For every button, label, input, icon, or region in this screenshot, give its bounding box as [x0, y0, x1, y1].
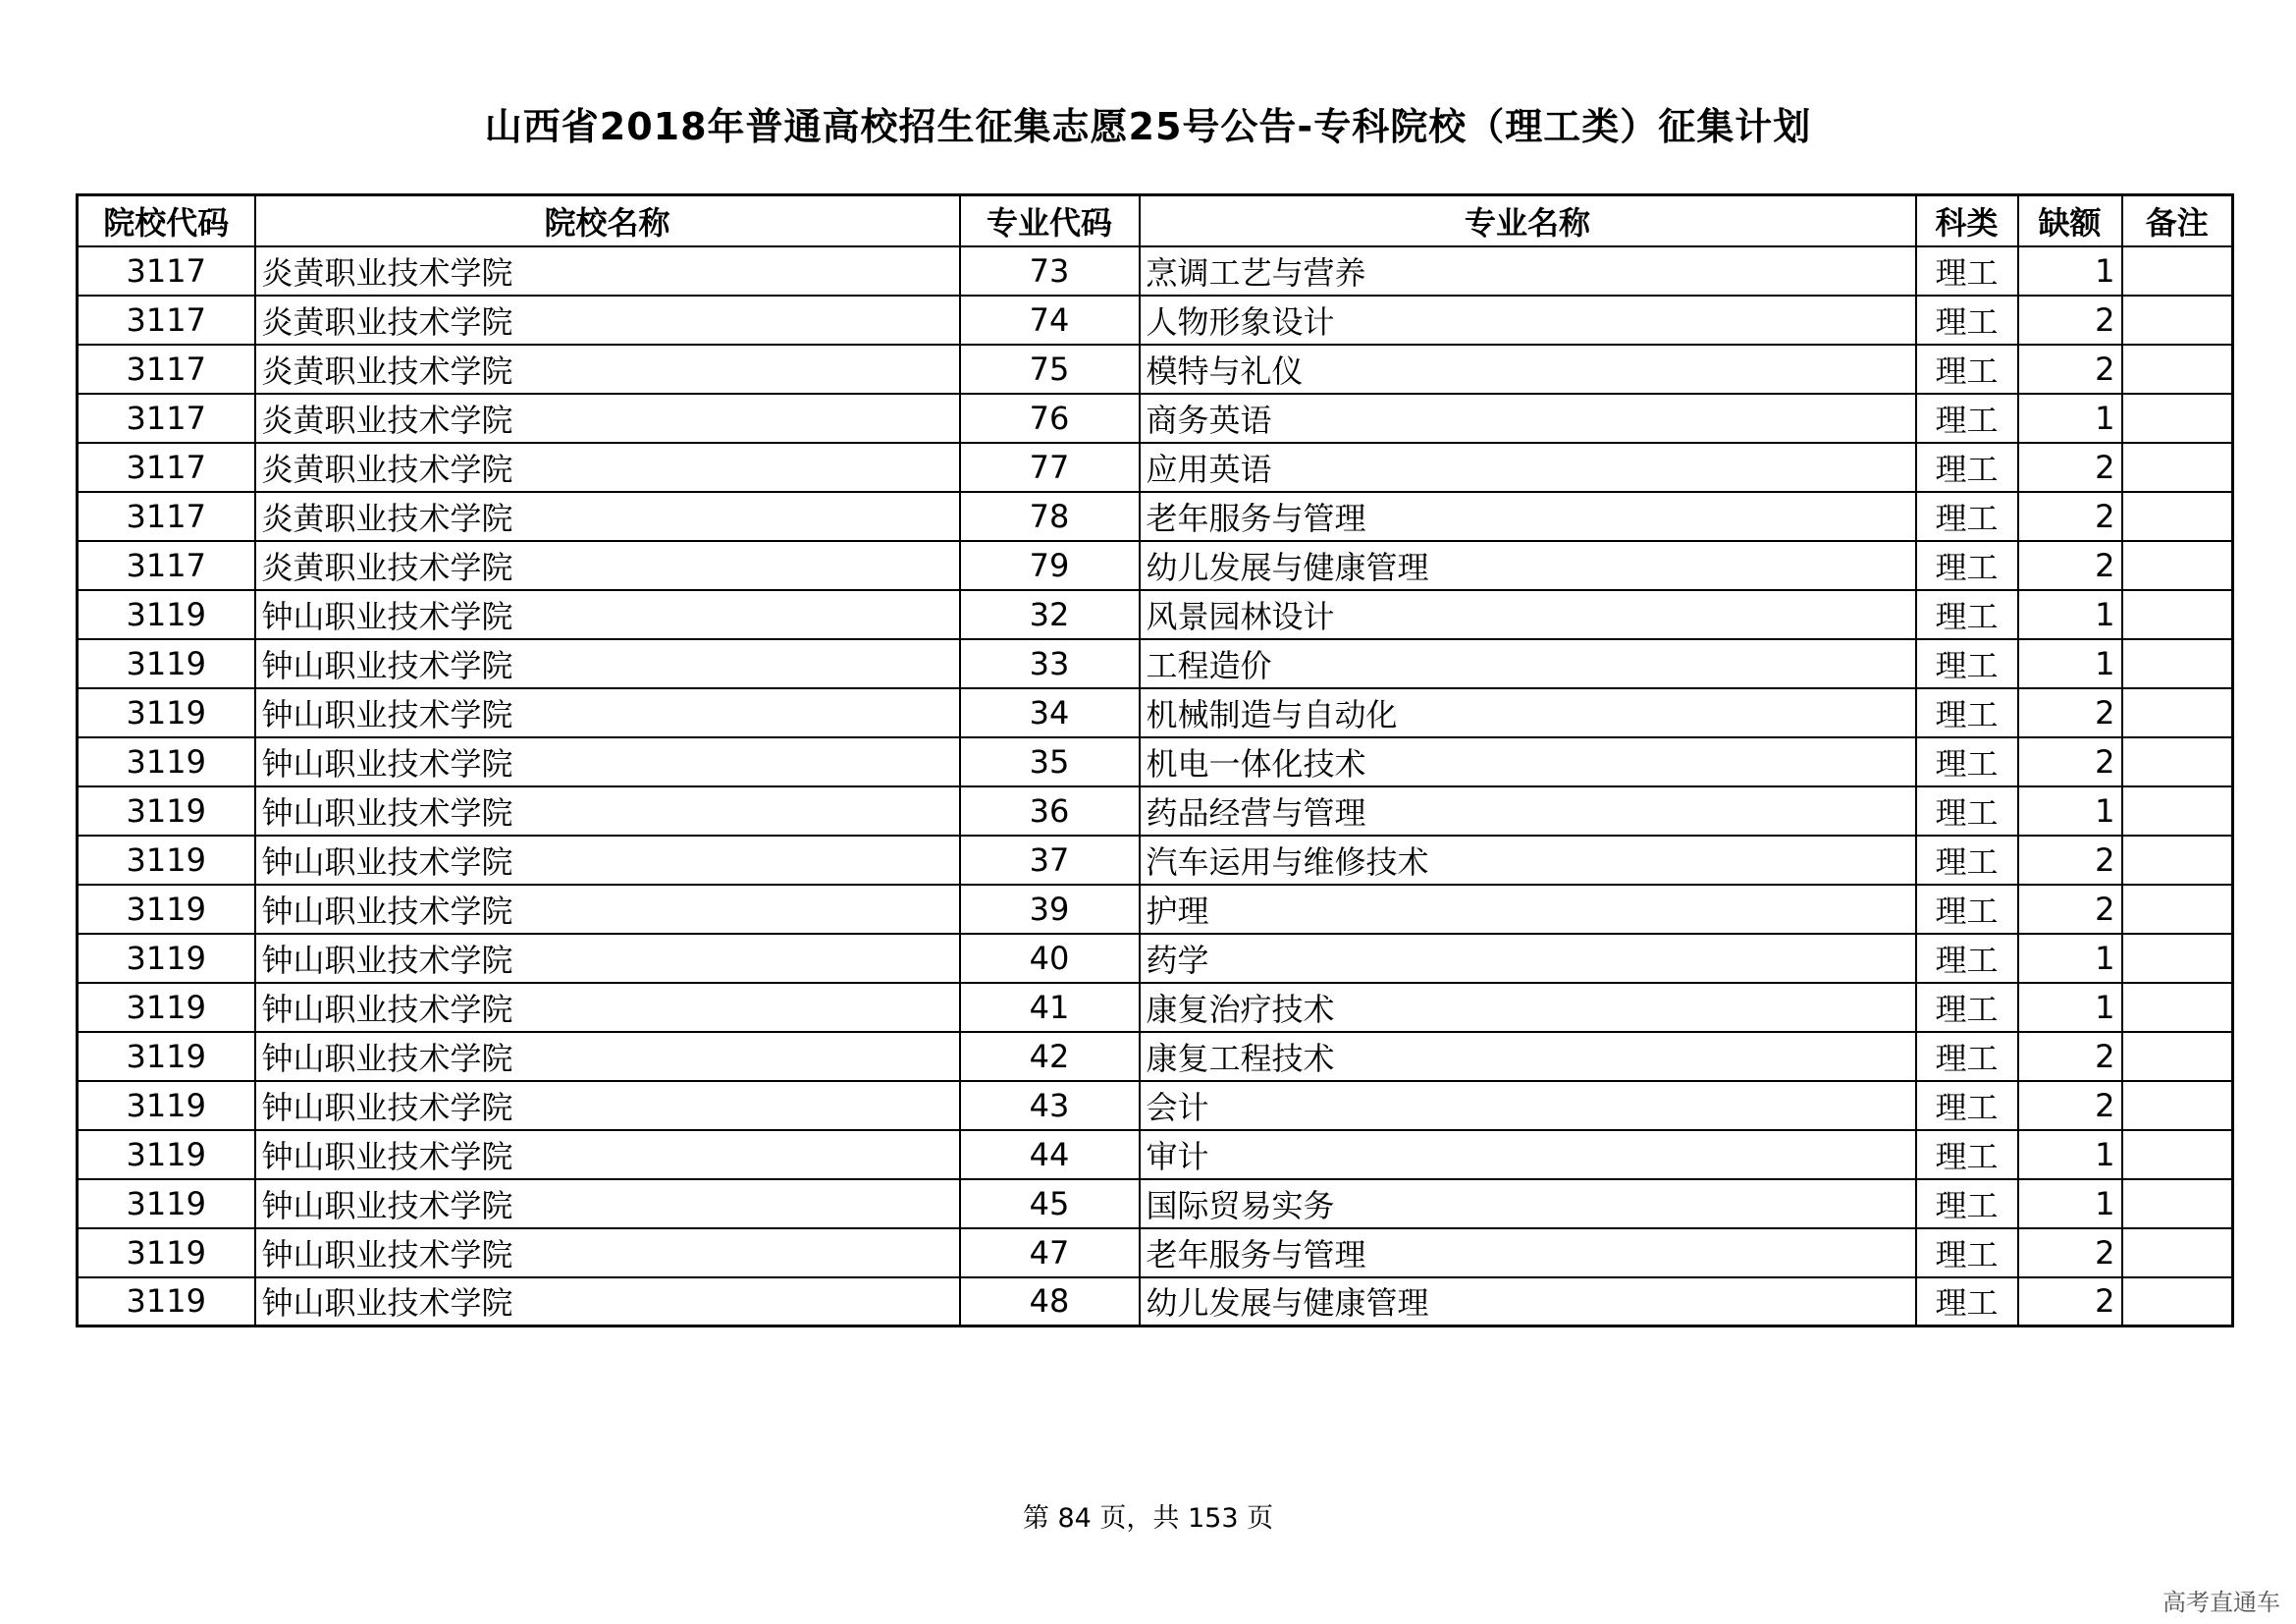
table-row	[78, 885, 2233, 934]
cell-major-code: 45	[960, 1179, 1140, 1228]
cell-major-code: 40	[960, 934, 1140, 983]
cell-category: 理工	[1916, 1228, 2018, 1277]
cell-school-code: 3117	[78, 541, 255, 590]
cell-major-name: 康复治疗技术	[1140, 983, 1916, 1032]
cell-school-code: 3117	[78, 345, 255, 394]
cell-quota: 2	[2018, 345, 2122, 394]
cell-quota: 1	[2018, 639, 2122, 688]
cell-major-code: 39	[960, 885, 1140, 934]
table-row	[78, 296, 2233, 345]
cell-school-name: 钟山职业技术学院	[255, 885, 960, 934]
cell-quota: 1	[2018, 590, 2122, 639]
cell-school-code: 3119	[78, 639, 255, 688]
cell-school-code: 3119	[78, 983, 255, 1032]
cell-category: 理工	[1916, 590, 2018, 639]
cell-category: 理工	[1916, 737, 2018, 786]
cell-note	[2122, 1130, 2233, 1179]
cell-major-code: 43	[960, 1081, 1140, 1130]
cell-quota: 1	[2018, 1179, 2122, 1228]
cell-major-code: 42	[960, 1032, 1140, 1081]
cell-quota: 2	[2018, 737, 2122, 786]
cell-quota: 1	[2018, 934, 2122, 983]
cell-note	[2122, 639, 2233, 688]
cell-major-name: 应用英语	[1140, 443, 1916, 492]
cell-major-name: 汽车运用与维修技术	[1140, 836, 1916, 885]
cell-school-name: 钟山职业技术学院	[255, 1277, 960, 1326]
cell-quota: 2	[2018, 443, 2122, 492]
cell-school-name: 炎黄职业技术学院	[255, 246, 960, 296]
cell-school-code: 3119	[78, 590, 255, 639]
cell-major-name: 老年服务与管理	[1140, 1228, 1916, 1277]
cell-category: 理工	[1916, 786, 2018, 836]
cell-category: 理工	[1916, 296, 2018, 345]
cell-school-code: 3119	[78, 786, 255, 836]
cell-major-code: 36	[960, 786, 1140, 836]
cell-major-name: 幼儿发展与健康管理	[1140, 1277, 1916, 1326]
cell-major-name: 会计	[1140, 1081, 1916, 1130]
cell-note	[2122, 1277, 2233, 1326]
cell-major-code: 47	[960, 1228, 1140, 1277]
page-title: 山西省2018年普通高校招生征集志愿25号公告-专科院校（理工类）征集计划	[484, 105, 1812, 148]
table-row	[78, 1032, 2233, 1081]
cell-major-code: 75	[960, 345, 1140, 394]
cell-school-name: 钟山职业技术学院	[255, 737, 960, 786]
cell-quota: 2	[2018, 296, 2122, 345]
cell-school-code: 3117	[78, 296, 255, 345]
cell-category: 理工	[1916, 1179, 2018, 1228]
cell-category: 理工	[1916, 688, 2018, 737]
cell-major-name: 护理	[1140, 885, 1916, 934]
cell-major-name: 商务英语	[1140, 394, 1916, 443]
cell-school-code: 3119	[78, 1032, 255, 1081]
cell-school-name: 钟山职业技术学院	[255, 688, 960, 737]
cell-school-name: 炎黄职业技术学院	[255, 443, 960, 492]
cell-note	[2122, 1179, 2233, 1228]
cell-major-name: 药学	[1140, 934, 1916, 983]
cell-quota: 1	[2018, 246, 2122, 296]
cell-note	[2122, 541, 2233, 590]
cell-major-name: 机械制造与自动化	[1140, 688, 1916, 737]
cell-school-name: 钟山职业技术学院	[255, 1228, 960, 1277]
cell-major-name: 风景园林设计	[1140, 590, 1916, 639]
cell-quota: 2	[2018, 836, 2122, 885]
cell-note	[2122, 885, 2233, 934]
cell-school-code: 3117	[78, 394, 255, 443]
table-row	[78, 639, 2233, 688]
cell-major-code: 41	[960, 983, 1140, 1032]
cell-major-code: 78	[960, 492, 1140, 541]
cell-note	[2122, 1228, 2233, 1277]
cell-category: 理工	[1916, 541, 2018, 590]
cell-note	[2122, 246, 2233, 296]
cell-major-code: 48	[960, 1277, 1140, 1326]
table-row	[78, 688, 2233, 737]
cell-note	[2122, 1032, 2233, 1081]
cell-school-name: 钟山职业技术学院	[255, 836, 960, 885]
cell-category: 理工	[1916, 1130, 2018, 1179]
cell-school-name: 钟山职业技术学院	[255, 639, 960, 688]
cell-school-code: 3117	[78, 246, 255, 296]
cell-school-name: 炎黄职业技术学院	[255, 345, 960, 394]
cell-major-code: 35	[960, 737, 1140, 786]
cell-quota: 2	[2018, 1277, 2122, 1326]
cell-major-name: 审计	[1140, 1130, 1916, 1179]
cell-school-code: 3119	[78, 737, 255, 786]
cell-school-code: 3119	[78, 688, 255, 737]
cell-school-code: 3119	[78, 1130, 255, 1179]
table-row	[78, 1277, 2233, 1326]
cell-quota: 2	[2018, 492, 2122, 541]
cell-school-code: 3119	[78, 1277, 255, 1326]
cell-school-code: 3117	[78, 492, 255, 541]
cell-school-name: 钟山职业技术学院	[255, 934, 960, 983]
cell-category: 理工	[1916, 345, 2018, 394]
table-row	[78, 786, 2233, 836]
cell-major-name: 机电一体化技术	[1140, 737, 1916, 786]
cell-school-name: 钟山职业技术学院	[255, 983, 960, 1032]
cell-major-name: 老年服务与管理	[1140, 492, 1916, 541]
cell-major-name: 工程造价	[1140, 639, 1916, 688]
cell-category: 理工	[1916, 639, 2018, 688]
page-number: 第 84 页，共 153 页	[1022, 1503, 1274, 1534]
table-row	[78, 1228, 2233, 1277]
cell-note	[2122, 590, 2233, 639]
cell-major-code: 77	[960, 443, 1140, 492]
table-row	[78, 541, 2233, 590]
cell-school-name: 钟山职业技术学院	[255, 590, 960, 639]
header-note: 备注	[2122, 195, 2233, 246]
cell-category: 理工	[1916, 443, 2018, 492]
cell-school-code: 3119	[78, 1081, 255, 1130]
cell-major-code: 34	[960, 688, 1140, 737]
cell-category: 理工	[1916, 492, 2018, 541]
cell-school-name: 钟山职业技术学院	[255, 1032, 960, 1081]
cell-school-name: 炎黄职业技术学院	[255, 541, 960, 590]
cell-school-code: 3119	[78, 934, 255, 983]
cell-major-code: 79	[960, 541, 1140, 590]
cell-note	[2122, 394, 2233, 443]
cell-major-name: 康复工程技术	[1140, 1032, 1916, 1081]
cell-quota: 1	[2018, 786, 2122, 836]
cell-school-code: 3119	[78, 1228, 255, 1277]
cell-school-code: 3119	[78, 836, 255, 885]
table-row	[78, 934, 2233, 983]
cell-category: 理工	[1916, 394, 2018, 443]
header-major-code: 专业代码	[960, 195, 1140, 246]
cell-major-name: 幼儿发展与健康管理	[1140, 541, 1916, 590]
cell-category: 理工	[1916, 1032, 2018, 1081]
cell-major-code: 37	[960, 836, 1140, 885]
cell-category: 理工	[1916, 1081, 2018, 1130]
table-row	[78, 590, 2233, 639]
table-row	[78, 1130, 2233, 1179]
cell-quota: 1	[2018, 1130, 2122, 1179]
header-quota: 缺额	[2018, 195, 2122, 246]
cell-note	[2122, 1081, 2233, 1130]
cell-note	[2122, 934, 2233, 983]
table-row	[78, 836, 2233, 885]
table-row	[78, 345, 2233, 394]
cell-quota: 2	[2018, 1228, 2122, 1277]
cell-major-name: 模特与礼仪	[1140, 345, 1916, 394]
cell-major-name: 人物形象设计	[1140, 296, 1916, 345]
table-row	[78, 443, 2233, 492]
table-row	[78, 983, 2233, 1032]
cell-note	[2122, 443, 2233, 492]
table-body	[78, 246, 2233, 1326]
cell-note	[2122, 688, 2233, 737]
cell-note	[2122, 786, 2233, 836]
cell-major-code: 33	[960, 639, 1140, 688]
cell-quota: 2	[2018, 1032, 2122, 1081]
table-row	[78, 246, 2233, 296]
cell-category: 理工	[1916, 836, 2018, 885]
cell-note	[2122, 345, 2233, 394]
cell-major-code: 74	[960, 296, 1140, 345]
cell-category: 理工	[1916, 1277, 2018, 1326]
cell-major-name: 国际贸易实务	[1140, 1179, 1916, 1228]
header-major-name: 专业名称	[1140, 195, 1916, 246]
cell-category: 理工	[1916, 983, 2018, 1032]
cell-note	[2122, 492, 2233, 541]
cell-major-name: 烹调工艺与营养	[1140, 246, 1916, 296]
cell-major-code: 44	[960, 1130, 1140, 1179]
cell-school-name: 钟山职业技术学院	[255, 1179, 960, 1228]
cell-school-name: 钟山职业技术学院	[255, 786, 960, 836]
cell-note	[2122, 296, 2233, 345]
table-row	[78, 492, 2233, 541]
cell-category: 理工	[1916, 885, 2018, 934]
header-school-code: 院校代码	[78, 195, 255, 246]
watermark: 高考直通车	[2163, 1589, 2280, 1616]
cell-school-name: 炎黄职业技术学院	[255, 394, 960, 443]
table-row	[78, 1081, 2233, 1130]
cell-quota: 1	[2018, 394, 2122, 443]
cell-note	[2122, 983, 2233, 1032]
cell-quota: 2	[2018, 541, 2122, 590]
cell-school-code: 3117	[78, 443, 255, 492]
enrollment-plan-table	[76, 193, 2234, 1327]
cell-school-name: 钟山职业技术学院	[255, 1081, 960, 1130]
header-category: 科类	[1916, 195, 2018, 246]
table-row	[78, 1179, 2233, 1228]
cell-school-code: 3119	[78, 1179, 255, 1228]
cell-quota: 2	[2018, 885, 2122, 934]
cell-school-name: 炎黄职业技术学院	[255, 296, 960, 345]
cell-school-code: 3119	[78, 885, 255, 934]
cell-category: 理工	[1916, 934, 2018, 983]
cell-major-code: 73	[960, 246, 1140, 296]
cell-major-code: 76	[960, 394, 1140, 443]
cell-note	[2122, 836, 2233, 885]
cell-major-name: 药品经营与管理	[1140, 786, 1916, 836]
header-school-name: 院校名称	[255, 195, 960, 246]
table-row	[78, 737, 2233, 786]
cell-quota: 2	[2018, 1081, 2122, 1130]
cell-school-name: 炎黄职业技术学院	[255, 492, 960, 541]
table-header-row	[78, 195, 2233, 246]
cell-quota: 1	[2018, 983, 2122, 1032]
cell-quota: 2	[2018, 688, 2122, 737]
cell-category: 理工	[1916, 246, 2018, 296]
cell-note	[2122, 737, 2233, 786]
cell-school-name: 钟山职业技术学院	[255, 1130, 960, 1179]
cell-major-code: 32	[960, 590, 1140, 639]
table-row	[78, 394, 2233, 443]
